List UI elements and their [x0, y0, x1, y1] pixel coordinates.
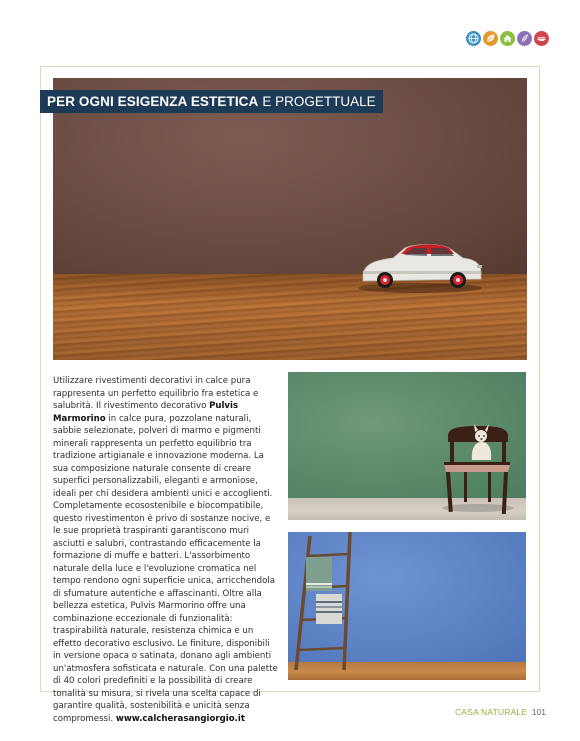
website-link[interactable]: www.calcherasangiorgio.it [115, 713, 245, 724]
hero-photo-brown-wall [53, 78, 527, 360]
category-icons [466, 31, 549, 46]
photo-green-wall-chair [288, 372, 526, 520]
house-icon [500, 31, 515, 46]
leaf-icon [483, 31, 498, 46]
body-text-intro: Utilizzare rivestimenti decorativi in calce pura rappresenta un perfetto equilibrio fra estetica e salubrità. Il rivestimento decorativo [53, 376, 259, 411]
page-footer [455, 707, 546, 717]
magazine-name: CASA NATURALE [455, 707, 528, 717]
article-title-bar [40, 90, 383, 113]
page-number: 101 [531, 707, 546, 717]
toy-car-illustration [53, 78, 527, 360]
article-title-rest: E PROGETTUALE [262, 94, 376, 109]
ladder-towels-illustration [288, 532, 526, 680]
body-text-main: in calce pura, pozzolane naturali, sabbie selezionate, polveri di marmo e pigmenti minerali rappresenta un perfetto equilibrio tra tradizione artigianale e innovazione moderna. La sua composizione naturale consente di creare superfici personalizzabili, eleganti e armoniose, ideali per chi desidera ambienti unici e accoglienti. Completamente ecosostenibile e biocompatibile, questo rivestimenton è privo di sostanze nocive, e le sue proprietà traspiranti garantiscono muri asciutti e salubri, contrastando efficacemente la formazione di muffe e batteri. L'assorbimento naturale della luce e l'evoluzione cromatica nel tempo rendono ogni superficie unica, arricchendola di sfumature autentiche e affascinanti. Oltre alla bellezza estetica, Pulvis Marmorino offre una combinazione eccezionale di funzionalità: traspirabilità naturale, resistenza chimica e un effetto decorativo esclusivo. Le finiture, disponibili in versione opaca o satinata, donano agli ambienti un'atmosfera sofisticata e naturale. Con una palette di 40 colori predefiniti e la possibilità di creare tonalità su misura, si rivela una scelta capace di garantire qualità, sostenibilità e unicità senza compromessi. [53, 413, 278, 724]
chair-dog-illustration [288, 372, 526, 520]
photo-blue-wall-ladder [288, 532, 526, 680]
article-title-bold: PER OGNI ESIGENZA ESTETICA [47, 94, 259, 109]
feather-icon [517, 31, 532, 46]
globe-icon [466, 31, 481, 46]
article-body [53, 375, 279, 725]
product-name: Pulvis Marmorino [53, 401, 239, 424]
lips-icon [534, 31, 549, 46]
